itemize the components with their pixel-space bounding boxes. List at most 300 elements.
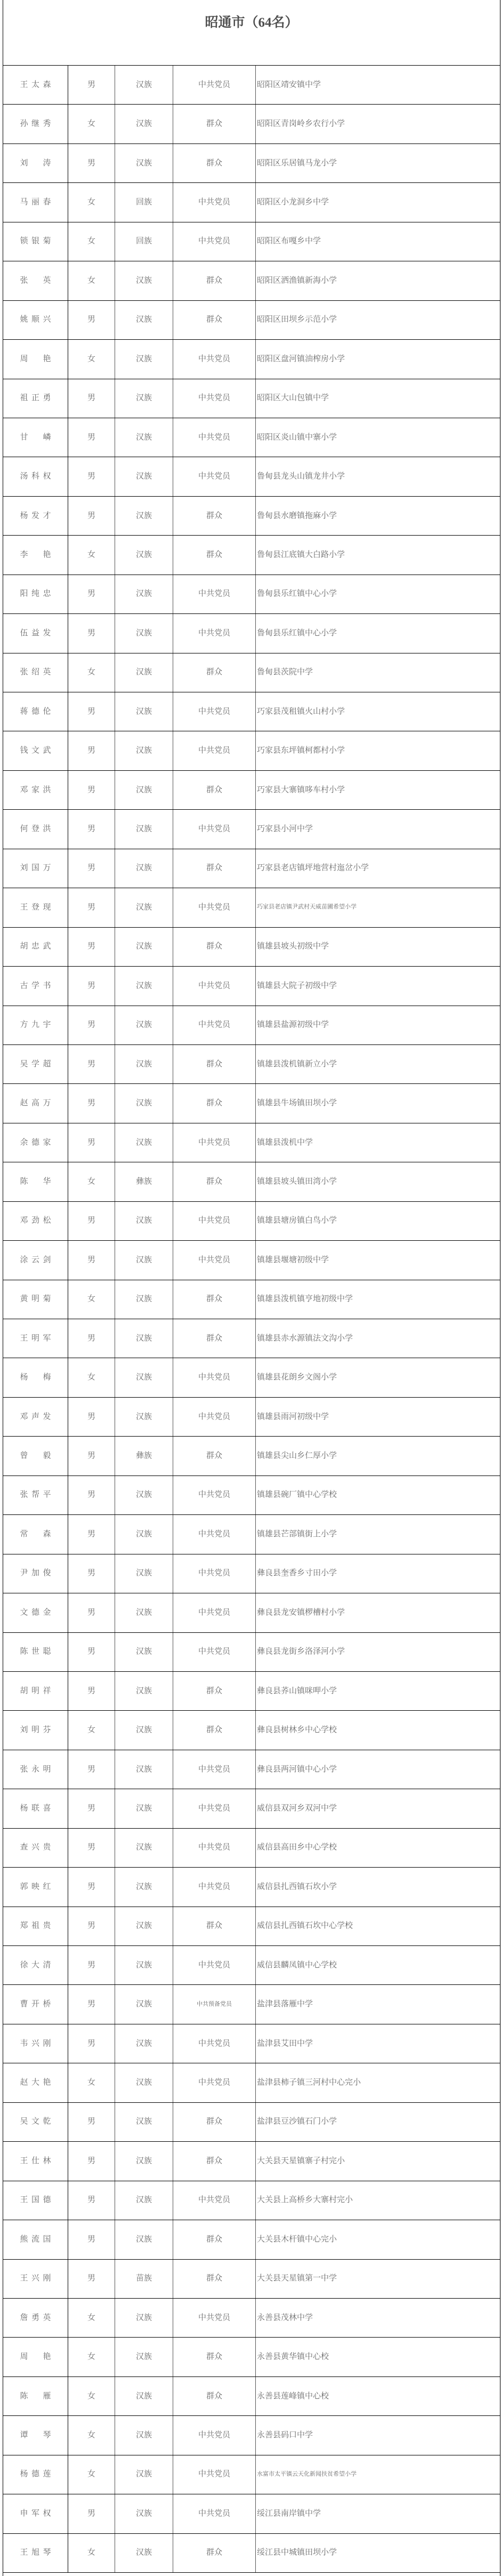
name-cell: 刘涛 (3, 144, 68, 182)
political-status-cell: 群众 (173, 1907, 256, 1945)
sex-cell: 男 (68, 1985, 115, 2023)
name-cell: 钱文武 (3, 731, 68, 770)
sex-cell: 女 (68, 183, 115, 221)
sex-cell: 女 (68, 2338, 115, 2376)
ethnicity-cell: 苗族 (115, 2260, 173, 2298)
political-status-cell: 中共党员 (173, 1868, 256, 1906)
political-status-cell: 中共党员 (173, 1476, 256, 1514)
political-status-cell: 中共党员 (173, 1750, 256, 1789)
ethnicity-cell: 汉族 (115, 1789, 173, 1828)
work-unit-cell: 鲁甸县乐红镇中心小学 (257, 588, 337, 599)
table-row (3, 457, 500, 496)
ethnicity-cell: 汉族 (115, 2377, 173, 2415)
sex-cell: 女 (68, 536, 115, 574)
name-cell: 胡明祥 (3, 1672, 68, 1710)
sex-cell: 女 (68, 340, 115, 378)
work-unit-cell: 鲁甸县乐红镇中心小学 (257, 627, 337, 637)
political-status-cell: 群众 (173, 2534, 256, 2572)
ethnicity-cell: 汉族 (115, 967, 173, 1005)
table-row (3, 1946, 500, 1985)
ethnicity-cell: 汉族 (115, 1829, 173, 1867)
ethnicity-cell: 回族 (115, 222, 173, 261)
sex-cell: 男 (68, 1319, 115, 1358)
table-row (3, 967, 500, 1006)
work-unit-cell: 镇雄县泼机镇新立小学 (257, 1058, 337, 1068)
table-row (3, 731, 500, 770)
table-row (3, 2494, 500, 2533)
name-cell: 王旭琴 (3, 2534, 68, 2572)
name-cell: 涂云剑 (3, 1241, 68, 1279)
table-row (3, 2220, 500, 2259)
sex-cell: 女 (68, 261, 115, 300)
name-cell: 徐大清 (3, 1946, 68, 1984)
name-cell: 杨梅 (3, 1358, 68, 1397)
political-status-cell: 群众 (173, 771, 256, 809)
table-row (3, 536, 500, 575)
political-status-cell: 中共党员 (173, 1633, 256, 1671)
table-row (3, 2142, 500, 2181)
sex-cell: 男 (68, 1868, 115, 1906)
work-unit-cell: 威信县扎西镇石坎小学 (257, 1881, 337, 1891)
name-cell: 余德家 (3, 1123, 68, 1162)
political-status-cell: 群众 (173, 301, 256, 339)
ethnicity-cell: 汉族 (115, 1280, 173, 1319)
table-row (3, 1829, 500, 1868)
sex-cell: 女 (68, 2455, 115, 2494)
political-status-cell: 群众 (173, 1672, 256, 1710)
sex-cell: 女 (68, 1358, 115, 1397)
name-cell: 刘明芬 (3, 1711, 68, 1749)
work-unit-cell: 昭阳区田坝乡示范小学 (257, 314, 337, 324)
table-row (3, 1162, 500, 1201)
table-row (3, 2455, 500, 2494)
sex-cell: 男 (68, 1476, 115, 1514)
ethnicity-cell: 汉族 (115, 1202, 173, 1240)
name-cell: 方九宇 (3, 1006, 68, 1044)
work-unit-cell: 永善县茂林中学 (257, 2312, 313, 2322)
table-row (3, 2299, 500, 2338)
ethnicity-cell: 汉族 (115, 1045, 173, 1083)
sex-cell: 男 (68, 379, 115, 418)
political-status-cell: 群众 (173, 2103, 256, 2141)
work-unit-cell: 威信县双河乡双河中学 (257, 1803, 337, 1813)
ethnicity-cell: 汉族 (115, 1006, 173, 1044)
sex-cell: 女 (68, 2377, 115, 2415)
table-row (3, 1319, 500, 1358)
work-unit-cell: 大关县木杆镇中心完小 (257, 2234, 337, 2244)
political-status-cell: 中共党员 (173, 1006, 256, 1044)
ethnicity-cell: 汉族 (115, 1633, 173, 1671)
sex-cell: 男 (68, 731, 115, 770)
political-status-cell: 中共党员 (173, 1202, 256, 1240)
name-cell: 马丽春 (3, 183, 68, 221)
sex-cell: 男 (68, 1437, 115, 1475)
work-unit-cell: 镇雄县雨河初级中学 (257, 1411, 329, 1421)
work-unit-cell: 镇雄县尖山乡仁厚小学 (257, 1450, 337, 1461)
name-cell: 文德金 (3, 1593, 68, 1632)
name-cell: 王仕林 (3, 2142, 68, 2180)
ethnicity-cell: 汉族 (115, 2416, 173, 2454)
table-row (3, 340, 500, 379)
name-cell: 姚顺兴 (3, 301, 68, 339)
ethnicity-cell: 汉族 (115, 66, 173, 104)
name-cell: 郭映红 (3, 1868, 68, 1906)
name-cell: 周艳 (3, 340, 68, 378)
table-row (3, 2377, 500, 2416)
ethnicity-cell: 汉族 (115, 1672, 173, 1710)
sex-cell: 女 (68, 1162, 115, 1201)
political-status-cell: 群众 (173, 1711, 256, 1749)
name-cell: 蒋德伦 (3, 692, 68, 731)
table-row (3, 144, 500, 183)
sex-cell: 男 (68, 1123, 115, 1162)
table-row (3, 2338, 500, 2376)
table-row (3, 1554, 500, 1593)
ethnicity-cell: 汉族 (115, 1358, 173, 1397)
name-cell: 赵大艳 (3, 2063, 68, 2102)
work-unit-cell: 镇雄县坡头初级中学 (257, 941, 329, 951)
name-cell: 熊流国 (3, 2220, 68, 2259)
name-cell: 张英 (3, 261, 68, 300)
table-row (3, 379, 500, 418)
sex-cell: 女 (68, 2063, 115, 2102)
sex-cell: 男 (68, 810, 115, 848)
political-status-cell: 中共预备党员 (173, 1985, 256, 2023)
name-cell: 王明军 (3, 1319, 68, 1358)
political-status-cell: 中共党员 (173, 731, 256, 770)
name-cell: 杨德莲 (3, 2455, 68, 2494)
name-cell: 申军权 (3, 2494, 68, 2533)
work-unit-cell: 巧家县老店镇坪地营村迤岔小学 (257, 863, 369, 873)
work-unit-cell: 永善县黄华镇中心校 (257, 2351, 329, 2362)
sex-cell: 男 (68, 1554, 115, 1593)
work-unit-cell: 彝良县树林乡中心学校 (257, 1725, 337, 1735)
table-row (3, 1476, 500, 1515)
table-row (3, 66, 500, 105)
table-row (3, 1241, 500, 1280)
name-cell: 邓家洪 (3, 771, 68, 809)
table-row (3, 2103, 500, 2142)
work-unit-cell: 鲁甸县水磨镇拖麻小学 (257, 510, 337, 520)
work-unit-cell: 鲁甸县江底镇大白路小学 (257, 549, 345, 559)
political-status-cell: 群众 (173, 144, 256, 182)
sex-cell: 男 (68, 418, 115, 457)
work-unit-cell: 盐津县艾田中学 (257, 2038, 313, 2048)
table-row (3, 1398, 500, 1437)
political-status-cell: 群众 (173, 1084, 256, 1122)
sex-cell: 男 (68, 614, 115, 652)
ethnicity-cell: 汉族 (115, 261, 173, 300)
ethnicity-cell: 汉族 (115, 1593, 173, 1632)
work-unit-cell: 巧家县小河中学 (257, 824, 313, 834)
table-row (3, 1084, 500, 1123)
table-row (3, 1045, 500, 1084)
work-unit-cell: 镇雄县芒部镇街上小学 (257, 1528, 337, 1538)
ethnicity-cell: 汉族 (115, 575, 173, 613)
name-cell: 邓劲松 (3, 1202, 68, 1240)
ethnicity-cell: 彝族 (115, 1162, 173, 1201)
political-status-cell: 中共党员 (173, 1123, 256, 1162)
work-unit-cell: 永善县莲峰镇中心校 (257, 2390, 329, 2400)
political-status-cell: 中共党员 (173, 66, 256, 104)
table-row (3, 105, 500, 143)
political-status-cell: 群众 (173, 653, 256, 692)
table-row (3, 1006, 500, 1045)
name-cell: 古学书 (3, 967, 68, 1005)
work-unit-cell: 鲁甸县龙头山镇龙井小学 (257, 471, 345, 481)
ethnicity-cell: 汉族 (115, 418, 173, 457)
sex-cell: 男 (68, 849, 115, 888)
political-status-cell: 中共党员 (173, 967, 256, 1005)
ethnicity-cell: 汉族 (115, 771, 173, 809)
ethnicity-cell: 汉族 (115, 888, 173, 927)
work-unit-cell: 巧家县老店镇尹武村天威苗圃希望小学 (257, 903, 357, 911)
table-row (3, 2181, 500, 2220)
ethnicity-cell: 回族 (115, 183, 173, 221)
name-cell: 陈雁 (3, 2377, 68, 2415)
sex-cell: 男 (68, 928, 115, 966)
name-cell: 伍益发 (3, 614, 68, 652)
work-unit-cell: 大关县天星镇第一中学 (257, 2273, 337, 2283)
sex-cell: 男 (68, 1593, 115, 1632)
name-cell: 刘国万 (3, 849, 68, 888)
work-unit-cell: 彝良县两河镇中心小学 (257, 1764, 337, 1774)
sex-cell: 男 (68, 1045, 115, 1083)
ethnicity-cell: 汉族 (115, 928, 173, 966)
name-cell: 陈世聪 (3, 1633, 68, 1671)
ethnicity-cell: 汉族 (115, 2024, 173, 2063)
work-unit-cell: 昭阳区小龙洞乡中学 (257, 197, 329, 207)
sex-cell: 男 (68, 1241, 115, 1279)
political-status-cell: 中共党员 (173, 457, 256, 496)
political-status-cell: 群众 (173, 2260, 256, 2298)
sex-cell: 男 (68, 2142, 115, 2180)
sex-cell: 男 (68, 2181, 115, 2220)
ethnicity-cell: 汉族 (115, 1946, 173, 1984)
ethnicity-cell: 汉族 (115, 144, 173, 182)
political-status-cell: 中共党员 (173, 379, 256, 418)
table-row (3, 1672, 500, 1711)
name-cell: 尹加俊 (3, 1554, 68, 1593)
ethnicity-cell: 汉族 (115, 2534, 173, 2572)
table-row (3, 1789, 500, 1828)
name-cell: 吴文乾 (3, 2103, 68, 2141)
ethnicity-cell: 汉族 (115, 2063, 173, 2102)
political-status-cell: 中共党员 (173, 888, 256, 927)
table-row (3, 1711, 500, 1750)
sex-cell: 男 (68, 771, 115, 809)
name-cell: 韦兴刚 (3, 2024, 68, 2063)
work-unit-cell: 镇雄县花朗乡文阁小学 (257, 1372, 337, 1382)
sex-cell: 男 (68, 144, 115, 182)
political-status-cell: 群众 (173, 2338, 256, 2376)
work-unit-cell: 昭阳区青岗岭乡农行小学 (257, 118, 345, 129)
name-cell: 王国德 (3, 2181, 68, 2220)
name-cell: 张绍英 (3, 653, 68, 692)
work-unit-cell: 威信县高田乡中心学校 (257, 1842, 337, 1852)
name-cell: 陈华 (3, 1162, 68, 1201)
table-row (3, 1907, 500, 1946)
work-unit-cell: 盐津县豆沙镇石门小学 (257, 2116, 337, 2126)
sex-cell: 男 (68, 2024, 115, 2063)
sex-cell: 男 (68, 2220, 115, 2259)
ethnicity-cell: 汉族 (115, 497, 173, 535)
table-row (3, 1633, 500, 1672)
political-status-cell: 中共党员 (173, 1789, 256, 1828)
name-cell: 吴学超 (3, 1045, 68, 1083)
work-unit-cell: 镇雄县赤水源镇法文沟小学 (257, 1333, 353, 1343)
name-cell: 张永明 (3, 1750, 68, 1789)
work-unit-cell: 昭阳区大山包镇中学 (257, 393, 329, 403)
political-status-cell: 中共党员 (173, 1241, 256, 1279)
ethnicity-cell: 汉族 (115, 105, 173, 143)
political-status-cell: 中共党员 (173, 2494, 256, 2533)
ethnicity-cell: 汉族 (115, 2142, 173, 2180)
work-unit-cell: 大关县上高桥乡大寨村完小 (257, 2195, 353, 2205)
sex-cell: 男 (68, 1515, 115, 1553)
work-unit-cell: 镇雄县盐源初级中学 (257, 1019, 329, 1030)
political-status-cell: 中共党员 (173, 2455, 256, 2494)
roster-table (3, 0, 500, 2576)
work-unit-cell: 水富市太平镇云天化新闻扶贫希望小学 (257, 2470, 357, 2477)
sex-cell: 男 (68, 1202, 115, 1240)
name-cell: 杨联喜 (3, 1789, 68, 1828)
ethnicity-cell: 汉族 (115, 1476, 173, 1514)
table-row (3, 810, 500, 849)
work-unit-cell: 彝良县龙街乡洛泽河小学 (257, 1646, 345, 1656)
table-body (3, 66, 500, 2573)
political-status-cell: 中共党员 (173, 692, 256, 731)
name-cell: 王太森 (3, 66, 68, 104)
ethnicity-cell: 汉族 (115, 1750, 173, 1789)
work-unit-cell: 巧家县茂租镇火山村小学 (257, 706, 345, 716)
political-status-cell: 群众 (173, 536, 256, 574)
ethnicity-cell: 汉族 (115, 810, 173, 848)
political-status-cell: 群众 (173, 105, 256, 143)
name-cell: 曾毅 (3, 1437, 68, 1475)
political-status-cell: 群众 (173, 1045, 256, 1083)
political-status-cell: 中共党员 (173, 418, 256, 457)
sex-cell: 男 (68, 66, 115, 104)
work-unit-cell: 盐津县落雁中学 (257, 1999, 313, 2009)
political-status-cell: 中共党员 (173, 2024, 256, 2063)
work-unit-cell: 绥江县中城镇田坝小学 (257, 2547, 337, 2557)
political-status-cell: 群众 (173, 2142, 256, 2180)
table-row (3, 653, 500, 692)
name-cell: 锁银菊 (3, 222, 68, 261)
ethnicity-cell: 汉族 (115, 1907, 173, 1945)
name-cell: 汤科权 (3, 457, 68, 496)
ethnicity-cell: 汉族 (115, 1084, 173, 1122)
political-status-cell: 中共党员 (173, 1398, 256, 1436)
table-row (3, 2260, 500, 2299)
name-cell: 王兴刚 (3, 2260, 68, 2298)
work-unit-cell: 镇雄县泼机镇亨地初级中学 (257, 1294, 353, 1304)
sex-cell: 男 (68, 1829, 115, 1867)
political-status-cell: 群众 (173, 261, 256, 300)
ethnicity-cell: 汉族 (115, 731, 173, 770)
work-unit-cell: 昭阳区盘河镇油榨房小学 (257, 353, 345, 363)
table-row (3, 614, 500, 653)
sex-cell: 男 (68, 967, 115, 1005)
ethnicity-cell: 汉族 (115, 2181, 173, 2220)
political-status-cell: 中共党员 (173, 1946, 256, 1984)
sex-cell: 男 (68, 1750, 115, 1789)
table-row (3, 183, 500, 222)
political-status-cell: 群众 (173, 1280, 256, 1319)
political-status-cell: 群众 (173, 1162, 256, 1201)
name-cell: 邓声发 (3, 1398, 68, 1436)
work-unit-cell: 镇雄县大院子初级中学 (257, 980, 337, 990)
work-unit-cell: 镇雄县堰塘初级中学 (257, 1254, 329, 1264)
name-cell: 詹勇英 (3, 2299, 68, 2337)
name-cell: 李艳 (3, 536, 68, 574)
work-unit-cell: 永善县码口中学 (257, 2429, 313, 2439)
table-row (3, 2416, 500, 2455)
sex-cell: 男 (68, 575, 115, 613)
table-row (3, 2534, 500, 2573)
table-row (3, 2063, 500, 2102)
name-cell: 谭琴 (3, 2416, 68, 2454)
political-status-cell: 群众 (173, 1319, 256, 1358)
sex-cell: 男 (68, 1398, 115, 1436)
table-row (3, 692, 500, 731)
table-row (3, 222, 500, 261)
ethnicity-cell: 汉族 (115, 536, 173, 574)
sex-cell: 女 (68, 105, 115, 143)
ethnicity-cell: 汉族 (115, 1711, 173, 1749)
work-unit-cell: 镇雄县碗厂镇中心学校 (257, 1489, 337, 1500)
table-row (3, 1750, 500, 1789)
table-row (3, 928, 500, 967)
political-status-cell: 中共党员 (173, 2181, 256, 2220)
table-row (3, 1358, 500, 1397)
political-status-cell: 群众 (173, 2220, 256, 2259)
ethnicity-cell: 汉族 (115, 2220, 173, 2259)
table-row (3, 1868, 500, 1907)
work-unit-cell: 镇雄县坡头镇田湾小学 (257, 1176, 337, 1186)
sex-cell: 男 (68, 888, 115, 927)
title-row (3, 0, 500, 66)
work-unit-cell: 威信县麟凤镇中心学校 (257, 1959, 337, 1969)
work-unit-cell: 盐津县柿子镇三河村中心完小 (257, 2077, 361, 2087)
political-status-cell: 群众 (173, 2377, 256, 2415)
name-cell: 阳纯忠 (3, 575, 68, 613)
work-unit-cell: 彝良县奎香乡寸田小学 (257, 1568, 337, 1578)
work-unit-cell: 巧家县大寨镇哆车村小学 (257, 784, 345, 794)
ethnicity-cell: 汉族 (115, 653, 173, 692)
political-status-cell: 中共党员 (173, 340, 256, 378)
work-unit-cell: 巧家县东坪镇柯都村小学 (257, 745, 345, 755)
ethnicity-cell: 彝族 (115, 1437, 173, 1475)
ethnicity-cell: 汉族 (115, 1398, 173, 1436)
ethnicity-cell: 汉族 (115, 340, 173, 378)
table-row (3, 888, 500, 927)
political-status-cell: 群众 (173, 1437, 256, 1475)
table-row (3, 418, 500, 457)
political-status-cell: 中共党员 (173, 1593, 256, 1632)
sex-cell: 男 (68, 301, 115, 339)
table-row (3, 1515, 500, 1554)
name-cell: 周艳 (3, 2338, 68, 2376)
name-cell: 张帮平 (3, 1476, 68, 1514)
political-status-cell: 中共党员 (173, 810, 256, 848)
sex-cell: 女 (68, 653, 115, 692)
table-row (3, 771, 500, 810)
ethnicity-cell: 汉族 (115, 1868, 173, 1906)
work-unit-cell: 彝良县荞山镇咪呷小学 (257, 1685, 337, 1695)
ethnicity-cell: 汉族 (115, 1985, 173, 2023)
